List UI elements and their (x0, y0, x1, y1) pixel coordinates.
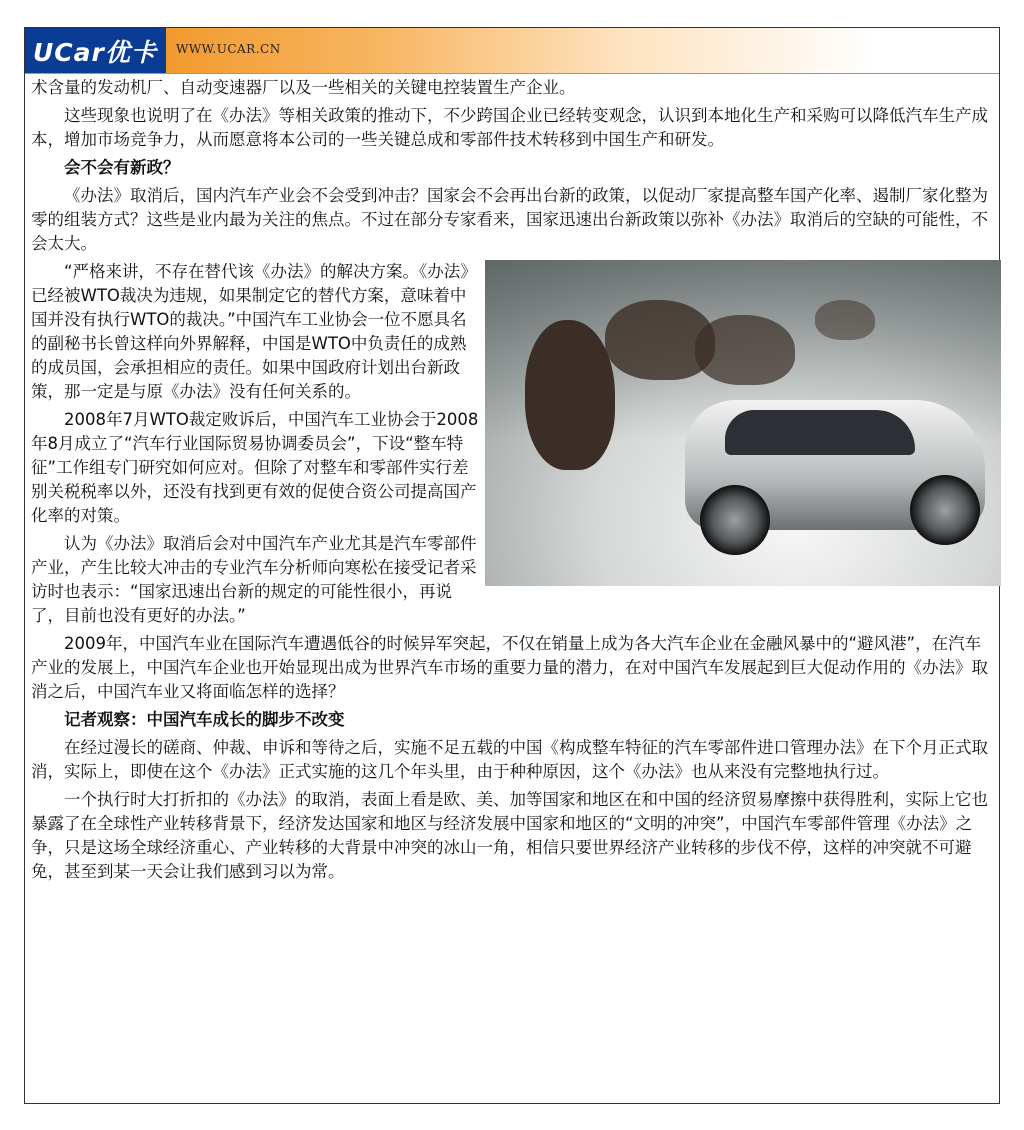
article-body (31, 76, 993, 888)
article-image-horses-and-suv (485, 260, 1001, 586)
paragraph: 《办法》取消后，国内汽车产业会不会受到冲击？国家会不会再出台新的政策，以促动厂家提高整车国产化率、遏制厂家化整为零的组装方式？这些是业内最为关注的焦点。不过在部分专家看来，国家迅速出台新政策以弥补《办法》取消后的空缺的可能性，不会太大。 (31, 186, 988, 253)
section-heading: 记者观察：中国汽车成长的脚步不改变 (64, 710, 345, 729)
paragraph: “严格来讲，不存在替代该《办法》的解决方案。《办法》已经被WTO裁决为违规，如果制定它的替代方案，意味着中国并没有执行WTO的裁决。”中国汽车工业协会一位不愿具名的副秘书长曾这样向外界解释，中国是WTO中负责任的成熟的成员国，会承担相应的责任。如果中国政府计划出台新政策，那一定是与原《办法》没有任何关系的。 (31, 262, 477, 401)
ucar-logo[interactable] (25, 28, 166, 73)
paragraph: 在经过漫长的磋商、仲裁、申诉和等待之后，实施不足五载的中国《构成整车特征的汽车零部件进口管理办法》在下个月正式取消，实际上，即使在这个《办法》正式实施的这几个年头里，由于种种原因，这个《办法》也从来没有完整地执行过。 (31, 738, 988, 781)
paragraph: 术含量的发动机厂、自动变速器厂以及一些相关的关键电控装置生产企业。 (31, 78, 576, 97)
paragraph: 认为《办法》取消后会对中国汽车产业尤其是汽车零部件产业，产生比较大冲击的专业汽车分析师向寒松在接受记者采访时也表示：“国家迅速出台新的规定的可能性很小，再说了，目前也没有更好的办法。” (31, 534, 477, 625)
paragraph: 2009年，中国汽车业在国际汽车遭遇低谷的时候异军突起，不仅在销量上成为各大汽车企业在金融风暴中的“避风港”，在汽车产业的发展上，中国汽车企业也开始显现出成为世界汽车市场的重要力量的潜力，在对中国汽车发展起到巨大促动作用的《办法》取消之后，中国汽车业又将面临怎样的选择？ (31, 634, 988, 701)
logo-text: UCar优卡 (33, 37, 157, 67)
header-band (166, 28, 999, 73)
paragraph: 这些现象也说明了在《办法》等相关政策的推动下，不少跨国企业已经转变观念，认识到本地化生产和采购可以降低汽车生产成本，增加市场竞争力，从而愿意将本公司的一些关键总成和零部件技术转移到中国生产和研发。 (31, 106, 988, 149)
article-frame (24, 27, 1000, 1104)
paragraph: 2008年7月WTO裁定败诉后，中国汽车工业协会于2008年8月成立了“汽车行业国际贸易协调委员会”，下设“整车特征”工作组专门研究如何应对。但除了对整车和零部件实行差别关税税率以外，还没有找到更有效的促使合资公司提高国产化率的对策。 (31, 410, 479, 525)
car-wheel (910, 475, 980, 545)
horse-shape (525, 320, 615, 470)
car-wheel (700, 485, 770, 555)
horse-shape (815, 300, 875, 340)
page-header (25, 28, 999, 74)
paragraph: 一个执行时大打折扣的《办法》的取消，表面上看是欧、美、加等国家和地区在和中国的经济贸易摩擦中获得胜利，实际上它也暴露了在全球性产业转移背景下，经济发达国家和地区与经济发展中国家和地区的“文明的冲突”，中国汽车零部件管理《办法》之争，只是这场全球经济重心、产业转移的大背景中冲突的冰山一角，相信只要世界经济产业转移的步伐不停，这样的冲突就不可避免，甚至到某一天会让我们感到习以为常。 (31, 790, 988, 881)
site-url[interactable]: WWW.UCAR.CN (176, 42, 281, 56)
section-heading: 会不会有新政？ (64, 158, 180, 177)
horse-shape (695, 315, 795, 385)
suv-windshield (725, 410, 915, 455)
